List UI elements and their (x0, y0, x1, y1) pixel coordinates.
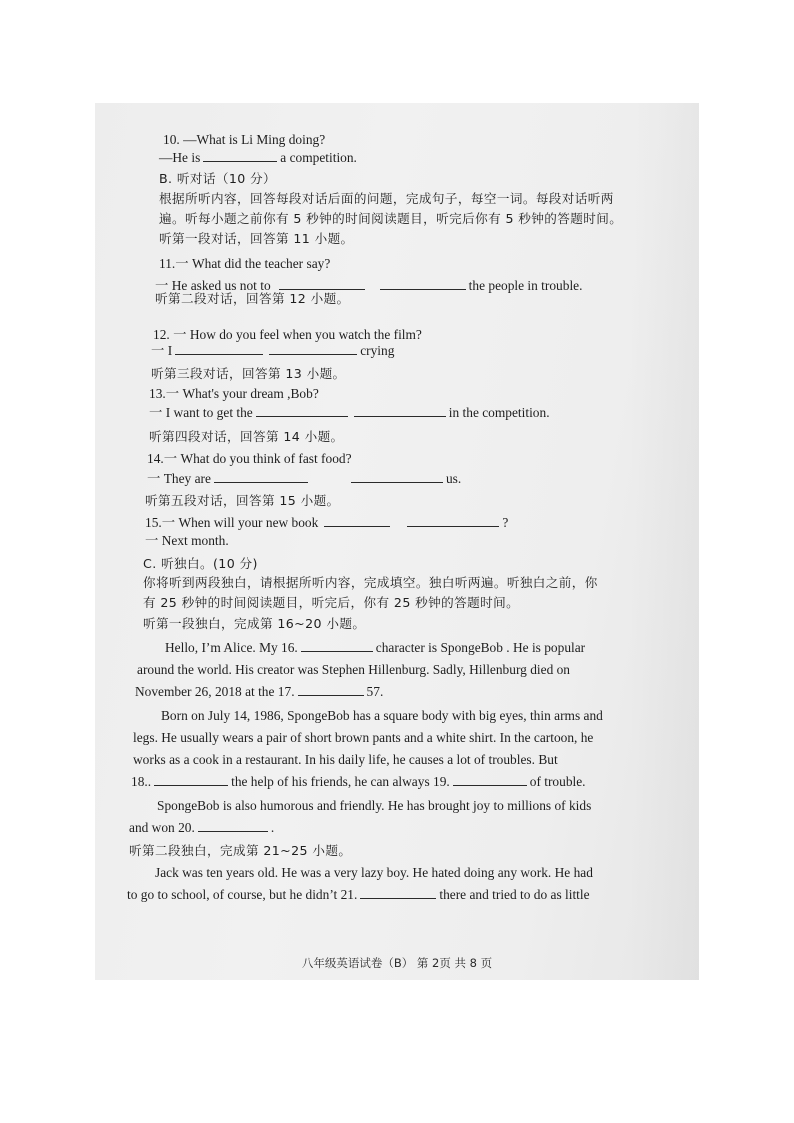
passage-2-line: Born on July 14, 1986, SpongeBob has a square body with big eyes, thin arms and (161, 708, 603, 723)
blank (351, 470, 443, 483)
dialogue-4-note: 听第四段对话，回答第 14 小题。 (149, 429, 344, 444)
passage-2-line: 18.. the help of his friends, he can always 19. of trouble. (131, 774, 586, 789)
blank (269, 342, 357, 355)
blank (203, 149, 277, 162)
page-shadow (629, 103, 699, 980)
answer-10-line: —He is a competition. (159, 150, 357, 165)
section-b-title: B. 听对话（10 分） (159, 171, 277, 186)
blank (175, 342, 263, 355)
passage-1-line: November 26, 2018 at the 17. 57. (135, 684, 384, 699)
passage-3-line: SpongeBob is also humorous and friendly. He has brought joy to millions of kids (157, 798, 592, 813)
question-12: 12. 一 How do you feel when you watch the film? (153, 327, 422, 342)
answer-13-line: 一 I want to get the in the competition. (149, 405, 550, 420)
question-15-line: 15.一 When will your new book ? (145, 515, 509, 530)
question-10: 10. —What is Li Ming doing? (163, 132, 326, 147)
page-footer: 八年级英语试卷（B） 第 2页 共 8 页 (301, 956, 493, 970)
exam-page-photo (95, 103, 699, 980)
question-14: 14.一 What do you think of fast food? (147, 451, 352, 466)
section-c-instructions: 有 25 秒钟的时间阅读题目，听完后，你有 25 秒钟的答题时间。 (143, 595, 520, 610)
blank (198, 819, 268, 832)
passage-1-line: Hello, I’m Alice. My 16. character is SpongeBob . He is popular (165, 640, 586, 655)
answer-11-line: 一 He asked us not to the people in trouble. (155, 278, 583, 293)
section-c-instructions: 你将听到两段独白，请根据所听内容，完成填空。独白听两遍。听独白之前，你 (143, 575, 598, 590)
monologue-2-note: 听第二段独白，完成第 21~25 小题。 (129, 843, 352, 858)
blank (380, 277, 466, 290)
dialogue-1-note: 听第一段对话，回答第 11 小题。 (159, 231, 354, 246)
dialogue-5-note: 听第五段对话，回答第 15 小题。 (145, 493, 340, 508)
section-c-title: C. 听独白。(10 分) (143, 556, 258, 571)
passage-2-line: works as a cook in a restaurant. In his daily life, he causes a lot of troubles. But (133, 752, 558, 767)
passage-3-line: and won 20. . (129, 820, 275, 835)
section-b-instructions: 根据所听内容，回答每段对话后面的问题，完成句子，每空一词。每段对话听两 (159, 191, 614, 206)
question-11: 11.一 What did the teacher say? (159, 256, 331, 271)
passage-1-line: around the world. His creator was Stephen Hillenburg. Sadly, Hillenburg died on (137, 662, 571, 677)
answer-14-line: 一 They are us. (147, 471, 462, 486)
blank (360, 886, 436, 899)
question-13: 13.一 What's your dream ,Bob? (149, 386, 319, 401)
passage-2-line: legs. He usually wears a pair of short brown pants and a white shirt. In the cartoon, he (133, 730, 594, 745)
answer-15: 一 Next month. (145, 533, 229, 548)
dialogue-3-note: 听第三段对话，回答第 13 小题。 (151, 366, 346, 381)
monologue-1-note: 听第一段独白，完成第 16~20 小题。 (143, 616, 366, 631)
blank (324, 514, 390, 527)
blank (453, 773, 527, 786)
section-b-instructions: 遍。听每小题之前你有 5 秒钟的时间阅读题目，听完后你有 5 秒钟的答题时间。 (159, 211, 623, 226)
blank (256, 404, 348, 417)
blank (154, 773, 228, 786)
blank (407, 514, 499, 527)
answer-12-line: 一 I crying (151, 343, 395, 358)
passage-4-line: Jack was ten years old. He was a very lazy boy. He hated doing any work. He had (155, 865, 593, 880)
blank (301, 639, 373, 652)
passage-4-line: to go to school, of course, but he didn’t 21. there and tried to do as little (127, 887, 590, 902)
blank (214, 470, 308, 483)
blank (298, 683, 364, 696)
dialogue-2-note: 听第二段对话，回答第 12 小题。 (155, 291, 350, 306)
blank (354, 404, 446, 417)
